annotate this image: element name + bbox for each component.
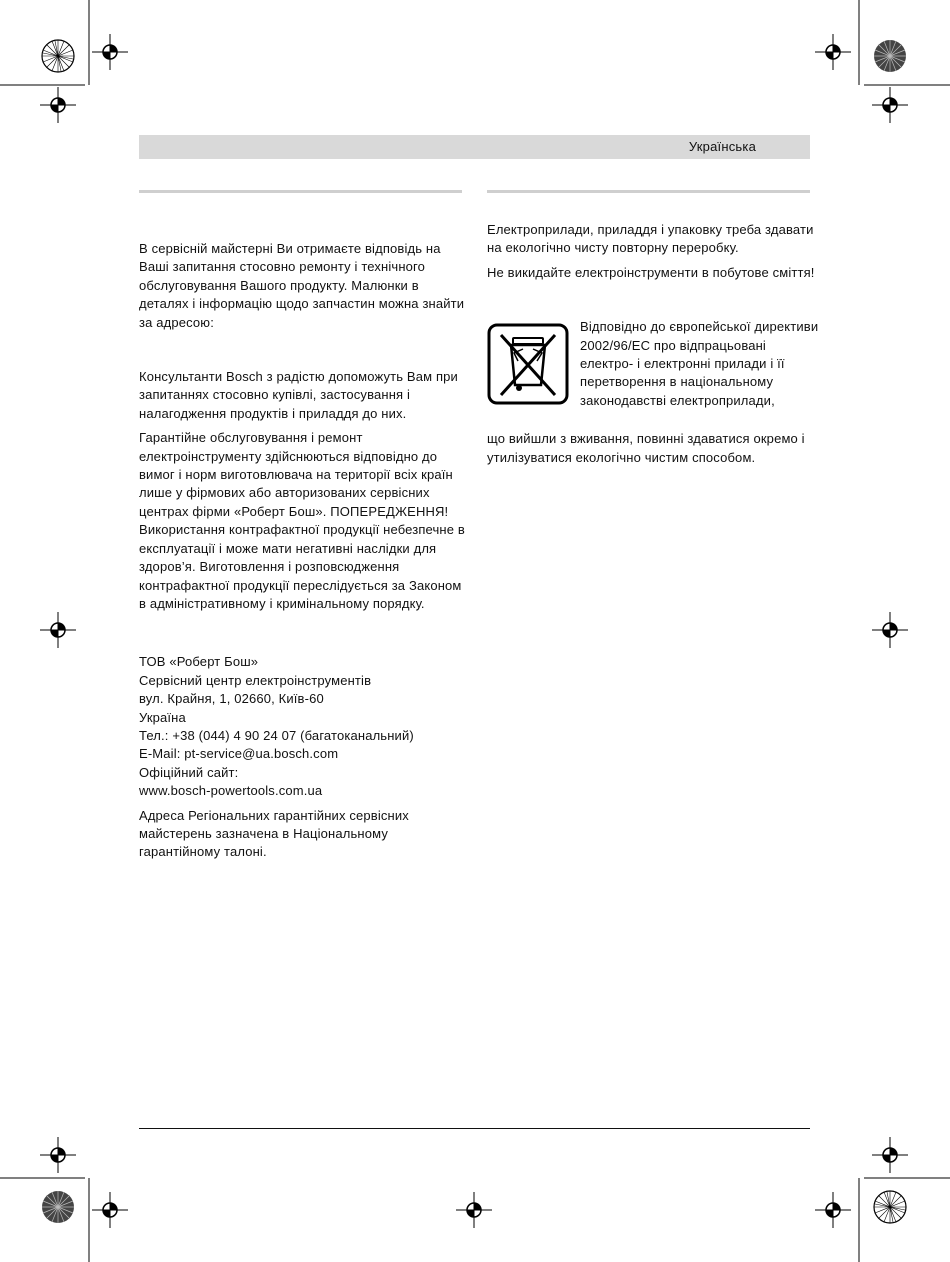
contact-phone: Тел.: +38 (044) 4 90 24 07 (багатоканальний) [139,727,414,743]
page-header-band [139,135,810,159]
warranty-paragraph: Гарантійне обслуговування і ремонт електроінструменту здійснюються відповідно до вимог і норм виготовлювача на території всіх країн лише у фірмових або авторизованих сервісних центрах фірми «Роберт Бош». ПОПЕРЕДЖЕННЯ! Використання контрафактної продукції небезпечне в експлуатації і може мати негативні наслідки для здоров’я. Виготовлення і розповсюдження контрафактної продукції переслідується за Законом в адміністративному і кримінальному порядку. [139,430,465,611]
weee-disposal-text: що вийшли з вживання, повинні здаватися окремо і утилізуватися екологічно чистим способом. [487,431,805,465]
language-label: Українська [688,139,756,154]
contact-site-url[interactable]: www.bosch-powertools.com.ua [139,783,323,799]
regional-paragraph: Адреса Регіональних гарантійних сервісних майстерень зазначена в Національному гарантійному талоні. [139,807,409,860]
recycling-paragraph: Електроприлади, приладдя і упаковку треба здавати на екологічно чисту повторну переробку. [487,222,814,256]
contact-company: ТОВ «Роберт Бош» [139,654,259,670]
crossed-out-wheelie-bin-icon [487,323,569,405]
service-intro-paragraph: В сервісній майстерні Ви отримаєте відповідь на Ваші запитання стосовно ремонту і технічного обслуговування Вашого продукту. Малюнки в деталях і інформацію щодо запчастин можна знайти за адресою: [139,241,465,330]
contact-site-label: Офіційний сайт: [139,764,239,780]
contact-address: вул. Крайня, 1, 02660, Київ-60 [139,691,324,707]
contact-country: Україна [139,709,186,725]
footer-rule [139,1128,810,1129]
contact-email[interactable]: E-Mail: pt-service@ua.bosch.com [139,746,339,762]
weee-block [487,318,817,468]
right-column [487,221,817,467]
weee-directive-text: Відповідно до європейської директиви 2002/96/EC про відпрацьовані електро- і електронні прилади і її перетворення в національному законодавстві електроприлади, [580,319,819,408]
contact-center: Сервісний центр електроінструментів [139,672,372,688]
no-household-paragraph: Не викидайте електроінструменти в побутове сміття! [487,264,815,280]
left-column-rule [139,190,462,193]
right-column-rule [487,190,810,193]
left-column [139,240,469,862]
consultants-paragraph: Консультанти Bosch з радістю допоможуть Вам при запитаннях стосовно купівлі, застосування і налагодження продуктів і приладдя до них. [139,369,458,421]
contact-block [139,653,469,800]
